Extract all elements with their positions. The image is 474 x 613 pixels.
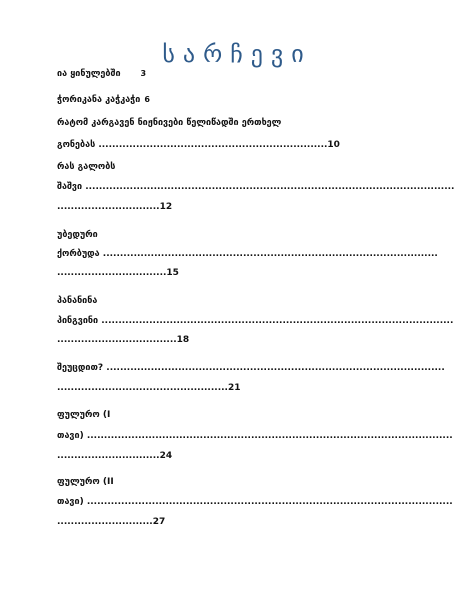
toc-entry-page: 15: [166, 268, 179, 278]
toc-title: სარჩევი: [162, 40, 312, 68]
toc-entry: [57, 382, 240, 394]
toc-entry-page: 18: [176, 335, 190, 345]
toc-entry-page: 27: [152, 517, 166, 527]
toc-entry-line: თავი) ...........................................................................................................: [57, 497, 453, 507]
toc-entry: [57, 201, 172, 213]
toc-entry-page: 21: [227, 383, 241, 393]
toc-entry: [57, 68, 146, 80]
toc-entry-line: ქორბუდა ..................................................................................................: [57, 249, 438, 259]
toc-entry-line: პანანინა: [57, 296, 98, 306]
toc-entry-leader: ..................................................: [57, 383, 228, 393]
toc-entry-text: ჭორიკანა კაჭკაჭი: [57, 95, 141, 105]
toc-entry-leader: ..............................: [57, 451, 160, 461]
toc-entry-page: 12: [159, 202, 173, 212]
toc-entry: [57, 334, 189, 346]
toc-entry: [57, 450, 172, 462]
toc-entry: [57, 139, 340, 151]
toc-entry-line: ფულურო (II: [57, 477, 114, 487]
toc-entry-line: რატომ კარგავენ ნიჟნივები წელიწადში ერთხელ: [57, 118, 282, 128]
toc-entry-leader: ............................: [57, 517, 153, 527]
toc-entry-page: 6: [144, 95, 150, 104]
toc-entry-page: 3: [140, 69, 147, 78]
toc-entry-page: 24: [159, 451, 173, 461]
toc-entry-line: შაშვი ............................................................................................................: [57, 182, 455, 192]
toc-entry-line: ფულურო (I: [57, 410, 111, 420]
toc-entry-line: შეუცდით? ...................................................................................................: [57, 363, 445, 373]
toc-entry-page: 10: [327, 140, 340, 150]
toc-entry: [57, 267, 179, 279]
toc-entry-line: თავი) ...........................................................................................................: [57, 431, 453, 441]
toc-entry-leader: ................................: [57, 268, 167, 278]
toc-entry: [57, 94, 150, 106]
toc-entry-line: რას გალობს: [57, 162, 116, 172]
toc-entry-text: ია ყინულებში: [57, 69, 121, 79]
toc-entry: [57, 516, 165, 528]
toc-entry-leader: ...................................: [57, 335, 177, 345]
toc-entry-line: პინგვინი .......................................................................................................: [57, 316, 454, 326]
toc-entry-leader: გონებას ...................................................................: [57, 140, 328, 150]
toc-entry-line: უბედური: [57, 230, 98, 240]
toc-entry-leader: ..............................: [57, 202, 160, 212]
